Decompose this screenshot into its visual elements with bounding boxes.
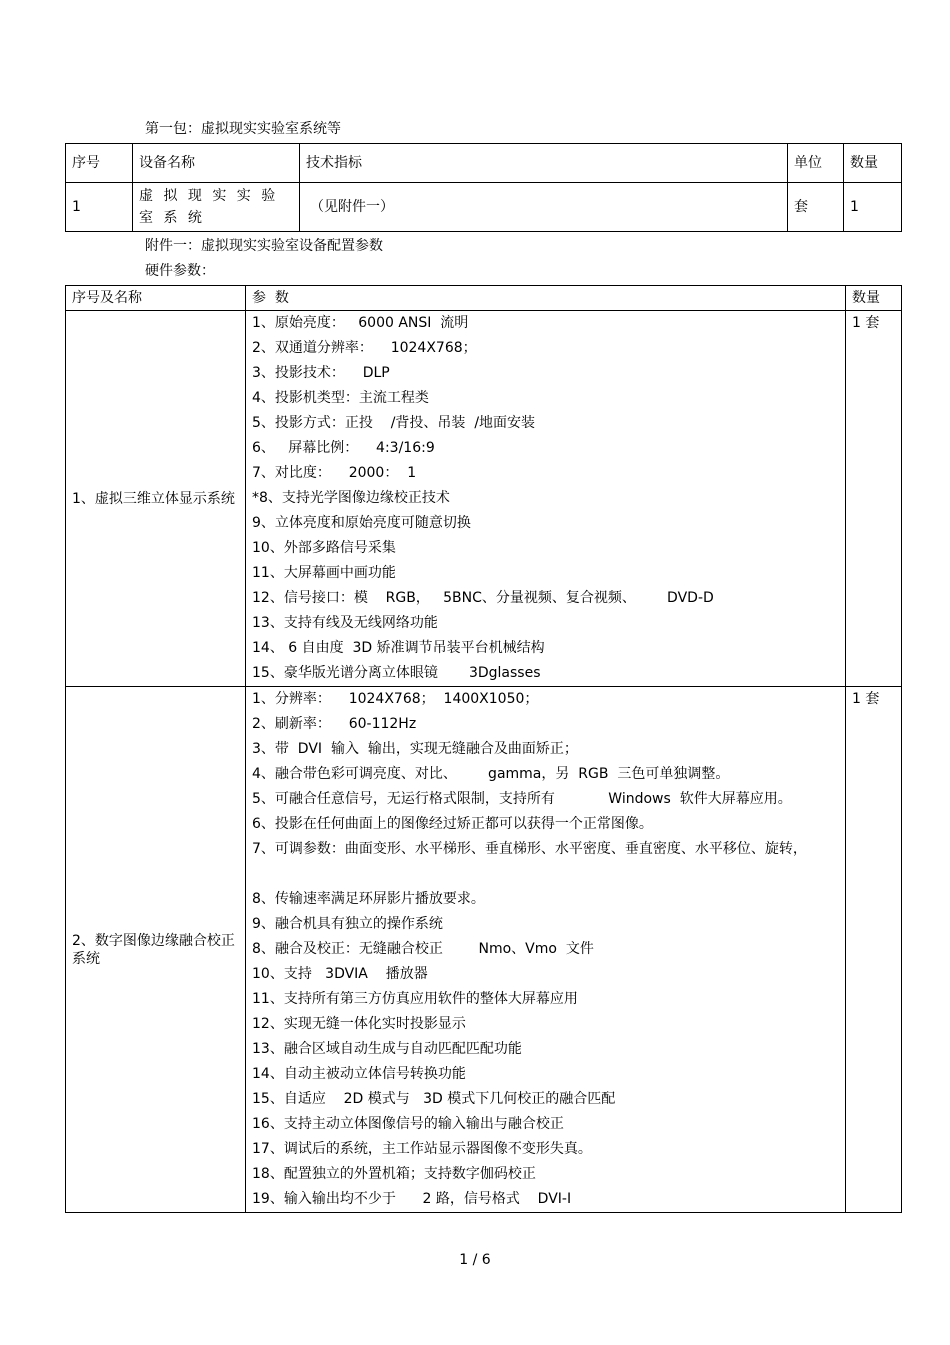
param-item: 14、自动主被动立体信号转换功能 (252, 1066, 466, 1082)
param-item: 14、 6 自由度 3D 矫准调节吊装平台机械结构 (252, 640, 545, 656)
cell-spec: （见附件一） (300, 183, 788, 232)
param-item: 9、融合机具有独立的操作系统 (252, 916, 443, 932)
group-name: 2、数字图像边缘融合校正系统 (66, 687, 246, 1213)
param-item: 5、投影方式：正投 /背投、吊装 /地面安装 (252, 415, 536, 431)
header-cell-params: 参 数 (246, 286, 846, 311)
param-item: 19、输入输出均不少于 2 路，信号格式 DVI-I (252, 1191, 572, 1207)
qty-value: 1 套 (852, 315, 880, 331)
param-item: 13、支持有线及无线网络功能 (252, 615, 438, 631)
param-cell (246, 311, 846, 687)
param-item: 12、信号接口：模 RGB， 5BNC、分量视频、复合视频、 DVD-D (252, 590, 714, 606)
param-item: 15、豪华版光谱分离立体眼镜 3Dglasses (252, 665, 541, 681)
header-cell-name: 设备名称 (133, 144, 300, 183)
cell-qty: 1 (844, 183, 902, 232)
hardware-title: 硬件参数： (145, 263, 215, 279)
param-item: 3、带 DVI 输入 输出，实现无缝融合及曲面矫正； (252, 741, 578, 757)
param-item: *8、支持光学图像边缘校正技术 (252, 490, 450, 506)
param-item: 7、对比度： 2000： 1 (252, 465, 417, 481)
cell-unit: 套 (788, 183, 844, 232)
param-item: 9、立体亮度和原始亮度可随意切换 (252, 515, 471, 531)
group-qty (846, 687, 902, 1213)
param-list (252, 687, 839, 1212)
param-item: 7、可调参数：曲面变形、水平梯形、垂直梯形、水平密度、垂直密度、水平移位、旋转， (252, 841, 807, 857)
header-cell-unit: 单位 (788, 144, 844, 183)
cell-equipment-name: 虚 拟 现 实 实 验 室 系 统 (133, 183, 300, 232)
param-item: 13、融合区域自动生成与自动匹配匹配功能 (252, 1041, 522, 1057)
param-item: 1、原始亮度： 6000 ANSI 流明 (252, 315, 469, 331)
param-item: 4、融合带色彩可调亮度、对比、 gamma，另 RGB 三色可单独调整。 (252, 766, 730, 782)
attachment-title: 附件一：虚拟现实实验室设备配置参数 (145, 238, 383, 254)
param-item: 11、大屏幕画中画功能 (252, 565, 396, 581)
section-heading: 第一包：虚拟现实实验室系统等 (145, 121, 341, 137)
param-item: 5、可融合任意信号，无运行格式限制，支持所有 Windows 软件大屏幕应用。 (252, 791, 792, 807)
qty-value: 1 套 (852, 691, 880, 707)
table-row-group-1 (66, 311, 902, 687)
table-row-group-2 (66, 687, 902, 1213)
header-cell-spec: 技术指标 (300, 144, 788, 183)
table-row (66, 183, 902, 232)
param-item: 6、投影在任何曲面上的图像经过矫正都可以获得一个正常图像。 (252, 816, 653, 832)
header-cell-qty: 数量 (844, 144, 902, 183)
group-name: 1、虚拟三维立体显示系统 (66, 311, 246, 687)
param-item: 17、调试后的系统，主工作站显示器图像不变形失真。 (252, 1141, 592, 1157)
group-qty (846, 311, 902, 687)
param-item: 2、刷新率： 60-112Hz (252, 716, 417, 732)
param-item: 10、外部多路信号采集 (252, 540, 396, 556)
param-item: 18、配置独立的外置机箱；支持数字伽码校正 (252, 1166, 536, 1182)
param-item: 11、支持所有第三方仿真应用软件的整体大屏幕应用 (252, 991, 578, 1007)
hardware-parameters-table (65, 285, 902, 1213)
param-list (252, 311, 839, 686)
procurement-table (65, 143, 902, 232)
cell-no: 1 (66, 183, 133, 232)
param-item: 12、实现无缝一体化实时投影显示 (252, 1016, 466, 1032)
header-cell-name: 序号及名称 (66, 286, 246, 311)
param-item: 6、 屏幕比例： 4:3/16:9 (252, 440, 435, 456)
param-item: 1、分辨率： 1024X768； 1400X1050； (252, 691, 539, 707)
param-item: 8、融合及校正：无缝融合校正 Nmo、Vmo 文件 (252, 941, 594, 957)
param-item: 8、传输速率满足环屏影片播放要求。 (252, 891, 485, 907)
param-item: 16、支持主动立体图像信号的输入输出与融合校正 (252, 1116, 564, 1132)
table-header-row (66, 144, 902, 183)
param-cell (246, 687, 846, 1213)
param-item: 2、双通道分辨率： 1024X768； (252, 340, 477, 356)
param-item: 10、支持 3DVIA 播放器 (252, 966, 428, 982)
header-cell-qty: 数量 (846, 286, 902, 311)
param-item: 15、自适应 2D 模式与 3D 模式下几何校正的融合匹配 (252, 1091, 616, 1107)
param-item: 4、投影机类型：主流工程类 (252, 390, 429, 406)
table-header-row (66, 286, 902, 311)
page-number: 1 / 6 (459, 1252, 491, 1268)
header-cell-no: 序号 (66, 144, 133, 183)
param-item: 3、投影技术： DLP (252, 365, 390, 381)
